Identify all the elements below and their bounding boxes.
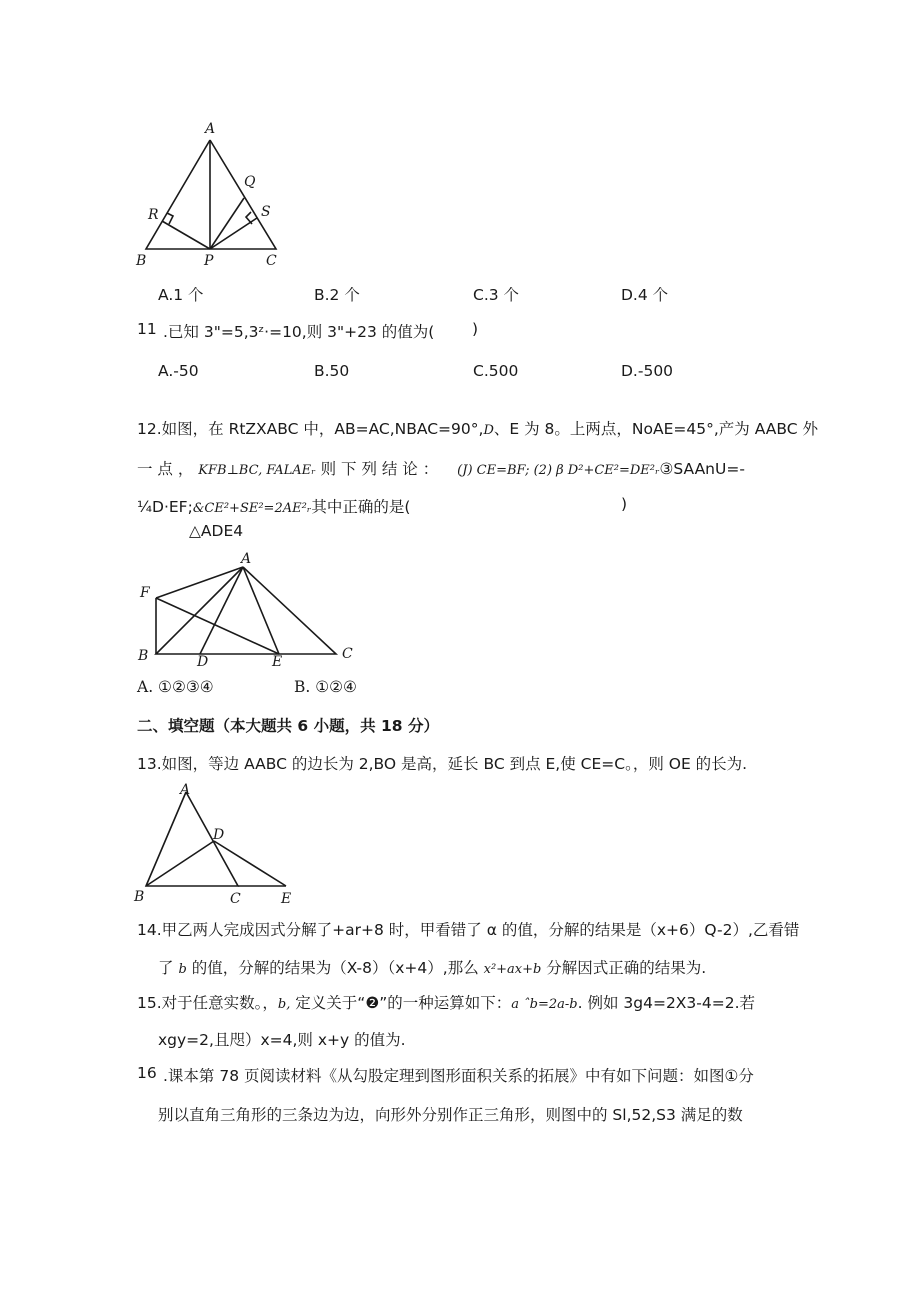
q12-line-4: △ADE4 [189, 522, 244, 540]
q12-line-3-rest: 其中正确的是( [311, 498, 411, 516]
label-c: C [266, 253, 277, 269]
label-a-13: A [180, 782, 191, 798]
q12-line-3 [137, 495, 410, 517]
q14-line-2-b: b [178, 962, 187, 977]
q14-line-2-mid: 的值，分解的结果为（X-8）（x+4）,那么 [186, 959, 484, 977]
q11-option-d: D.-500 [621, 362, 674, 380]
q12-line-2-mid: 则 下 列 结 论 ： [320, 460, 439, 478]
q10-option-c: C.3 个 [473, 286, 520, 304]
q13-text: 13.如图，等边 AABC 的边长为 2,BO 是高，延长 BC 到点 E,使 CE=C。，则 OE 的长为. [137, 755, 748, 773]
q16-line-1: .课本第 78 页阅读材料《从勾股定理到图形面积关系的拓展》中有如下问题：如图①分 [163, 1067, 754, 1085]
q12-line-1 [137, 417, 818, 439]
q11-text: .已知 3"=5,3ᶻ·=10,则 3"+23 的值为( [163, 323, 435, 341]
label-b-13: B [134, 889, 145, 905]
q12-line-3-lead: ¼D·EF; [137, 498, 193, 516]
q12-line-1-italic: D [483, 423, 494, 438]
q15-line-1-definition: a ˆb=2a-b [511, 997, 578, 1012]
label-r: R [148, 207, 159, 223]
q14-line-2-expression: x²+ax+b [483, 962, 542, 977]
q15-line-1-lead: 15.对于任意实数。， [137, 994, 278, 1012]
q12-line-3-italic: &CE²+SE²=2AE²ᵣ [192, 501, 312, 516]
q10-option-d: D.4 个 [621, 286, 669, 304]
label-q: Q [244, 174, 256, 190]
q15-line-1-b: b, [277, 997, 291, 1012]
label-e-13: E [281, 891, 292, 906]
q16-line-2: 别以直角三角形的三条边为边，向形外分别作正三角形，则图中的 Sl,52,S3 满足的数 [158, 1106, 743, 1124]
q12-line-2-lead: 一 点 ， [137, 460, 194, 478]
q14-line-2 [158, 956, 706, 978]
q12-option-b: B. ①②④ [294, 678, 357, 696]
label-s: S [261, 204, 271, 220]
q12-line-1-rest: 、E 为 8。上两点，NoAE=45°,产为 AABC 外 [493, 420, 818, 438]
q14-line-2-rest: 分解因式正确的结果为. [541, 959, 707, 977]
figure-q10-triangle [130, 118, 290, 270]
q12-line-2-tail: ③SAAnU=- [659, 460, 745, 478]
triangle-abc [146, 140, 276, 249]
q10-option-b: B.2 个 [314, 286, 360, 304]
q14-line-2-lead: 了 [158, 959, 179, 977]
q12-line-2-conclusions: (J) CE=BF; (2) β D²+CE²=DE²ᵣ [457, 463, 660, 478]
figure-q13-triangle [130, 778, 300, 906]
section-2-title: 二、填空题（本大题共 6 小题，共 18 分） [137, 717, 439, 735]
q11-option-c: C.500 [473, 362, 519, 380]
q11-close-paren: ) [472, 320, 479, 338]
label-a: A [205, 121, 216, 137]
q15-line-2: xgy=2,且咫）x=4,则 x+y 的值为. [158, 1031, 406, 1049]
q12-line-2 [137, 457, 745, 479]
segment-ae [243, 567, 279, 654]
segment-pq [210, 198, 244, 249]
q11-option-b: B.50 [314, 362, 350, 380]
label-c-13: C [230, 891, 241, 906]
q11-number: 11 [137, 320, 157, 338]
q12-close-paren: ) [621, 495, 628, 513]
q11-option-a: A.-50 [158, 362, 199, 380]
q12-line-2-condition: KFB⊥BC, FALAEᵣ [198, 463, 316, 478]
label-f-12: F [140, 585, 150, 601]
label-e-12: E [272, 654, 283, 668]
figure-q12-triangle [132, 552, 364, 668]
q15-line-1 [137, 991, 755, 1013]
segment-pr [162, 221, 210, 249]
q10-option-a: A.1 个 [158, 286, 204, 304]
label-a-12: A [241, 552, 252, 567]
label-d-13: D [213, 827, 225, 843]
label-b-12: B [138, 648, 149, 664]
label-p: P [204, 253, 214, 269]
label-c-12: C [342, 646, 353, 662]
q15-line-1-mid: 定义关于“❷”的一种运算如下： [290, 994, 512, 1012]
label-b: B [136, 253, 147, 269]
q12-line-1-text: 12.如图，在 RtZXABC 中，AB=AC,NBAC=90°, [137, 420, 484, 438]
q15-line-1-rest: . 例如 3g4=2X3-4=2.若 [577, 994, 756, 1012]
q16-number: 16 [137, 1064, 157, 1082]
right-angle-mark-r [167, 213, 173, 224]
label-d-12: D [197, 654, 209, 668]
q12-option-a: A. ①②③④ [137, 678, 214, 696]
q14-line-1: 14.甲乙两人完成因式分解了+ar+8 时，甲看错了 α 的值，分解的结果是（x+6）Q-2）,乙看错 [137, 921, 800, 939]
right-angle-mark-s [246, 212, 252, 224]
segment-fe [156, 598, 279, 654]
